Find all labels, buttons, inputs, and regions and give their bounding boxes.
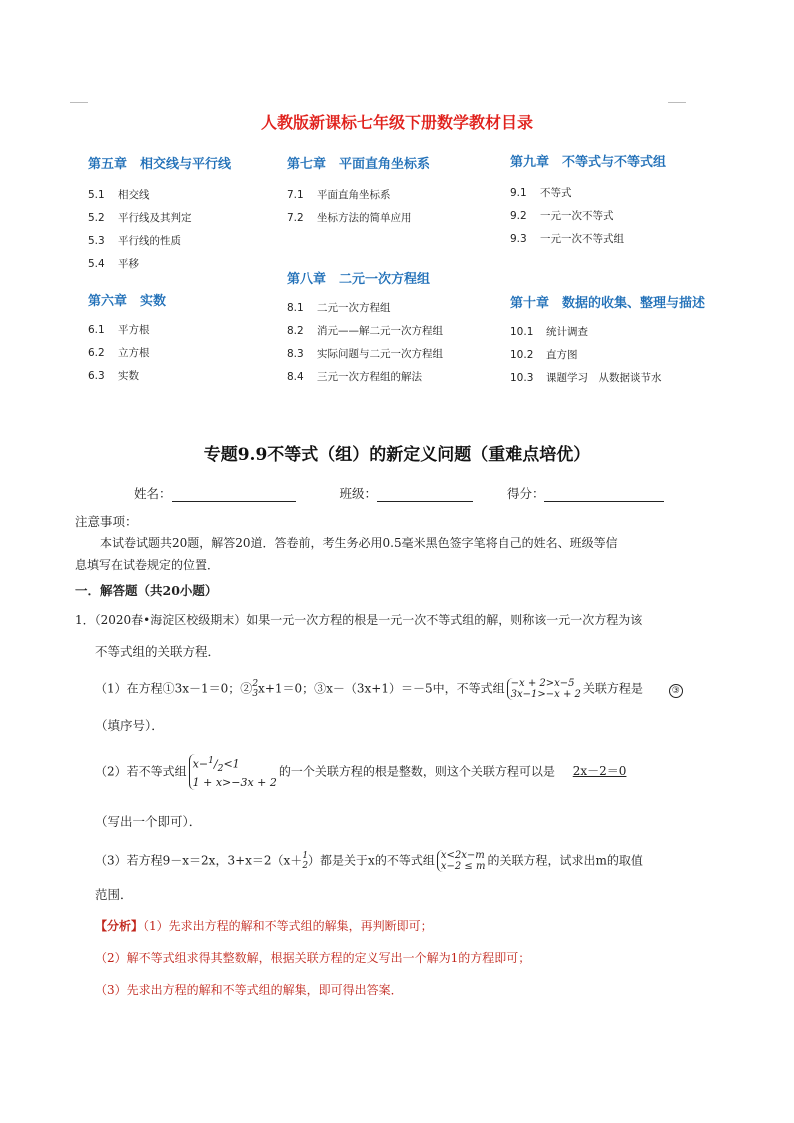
answer-2: 2x－2＝0	[572, 764, 627, 779]
toc-section: 10.2 直方图	[510, 349, 578, 361]
toc-section: 10.3 课题学习 从数据谈节水	[510, 372, 662, 384]
question-1-part-1: （1）在方程①3x－1＝0；②2 3x+1＝0；③x－（3x+1）＝－5中，不等式组 −x + 2>x−5 3x−1>−x + 2 关联方程是 ③	[95, 678, 683, 700]
toc-section: 9.2 一元一次不等式	[510, 210, 614, 222]
toc-section: 6.1 平方根	[88, 324, 150, 336]
analysis-tag: 【分析】	[95, 919, 144, 933]
analysis-line-2: （2）解不等式组求得其整数解，根据关联方程的定义写出一个解为1的方程即可；	[95, 951, 531, 965]
toc-section: 8.1 二元一次方程组	[287, 302, 391, 314]
toc-section: 10.1 统计调查	[510, 326, 588, 338]
analysis-line-3: （3）先求出方程的解和不等式组的解集，即可得出答案．	[95, 983, 403, 997]
question-1-part-1-tail: （填序号）．	[95, 718, 164, 733]
answer-1: ③	[647, 681, 683, 698]
analysis-line-1: 【分析】（1）先求出方程的解和不等式组的解集，再判断即可；	[95, 919, 433, 933]
toc-section: 5.3 平行线的性质	[88, 235, 181, 247]
toc-title: 人教版新课标七年级下册数学教材目录	[260, 113, 533, 132]
question-1-part-2-tail: （写出一个即可）．	[95, 814, 202, 829]
toc-section: 9.1 不等式	[510, 187, 572, 199]
chapter-title: 第七章 平面直角坐标系	[287, 157, 431, 172]
question-1-line-1: 1．（2020春•海淀区校级期末）如果一元一次方程的根是一元一次不等式组的解，则称该一元一次方程为该	[75, 613, 643, 627]
toc-section: 8.3 实际问题与二元一次方程组	[287, 348, 443, 360]
name-blank[interactable]	[172, 488, 296, 502]
toc-section: 9.3 一元一次不等式组	[510, 233, 624, 245]
toc-section: 5.1 相交线	[88, 189, 150, 201]
toc-section: 8.4 三元一次方程组的解法	[287, 371, 422, 383]
header-corner-mark-right	[668, 102, 686, 103]
chapter-title: 第八章 二元一次方程组	[287, 272, 431, 287]
notice-line-1: 本试卷试题共20题，解答20道．答卷前，考生务必用0.5毫米黑色签字笔将自己的姓名、班级等信	[100, 536, 618, 550]
chapter-title: 第六章 实数	[88, 294, 167, 309]
toc-section: 7.2 坐标方法的简单应用	[287, 212, 412, 224]
notice-line-2: 息填写在试卷规定的位置．	[75, 558, 220, 572]
notice-title: 注意事项：	[75, 514, 138, 529]
question-1-part-3: （3）若方程9－x＝2x，3+x＝2（x＋1 2）都是关于x的不等式组 x<2x−m x−2 ≤ m 的关联方程，试求出m的取值	[95, 850, 643, 872]
question-1-part-3-tail: 范围．	[95, 887, 133, 902]
toc-section: 5.4 平移	[88, 258, 139, 270]
inequality-system: $x-^1/_2<1$ 1 + x>−3x + 2	[189, 754, 277, 790]
inequality-system: −x + 2>x−5 3x−1>−x + 2	[507, 678, 581, 700]
chapter-title: 第九章 不等式与不等式组	[510, 155, 667, 170]
toc-column-1	[88, 153, 231, 388]
inequality-system: x<2x−m x−2 ≤ m	[437, 850, 486, 872]
toc-section: 8.2 消元——解二元一次方程组	[287, 325, 443, 337]
toc-section: 5.2 平行线及其判定	[88, 212, 192, 224]
question-1-part-2: （2）若不等式组$x-^1/_2<1$ 1 + x>−3x + 2的一个关联方程的根是整数，则这个关联方程可以是 2x－2＝0	[95, 754, 640, 790]
toc-section: 6.3 实数	[88, 370, 139, 382]
student-info-row	[134, 484, 664, 502]
name-label: 姓名：	[134, 486, 172, 501]
score-blank[interactable]	[544, 488, 664, 502]
header-corner-mark-left	[70, 102, 88, 103]
toc-section: 7.1 平面直角坐标系	[287, 189, 391, 201]
section-heading: 一．解答题（共20小题）	[75, 583, 218, 598]
class-blank[interactable]	[377, 488, 473, 502]
document-title: 专题9.9不等式（组）的新定义问题（重难点培优）	[203, 445, 591, 465]
toc-column-3	[510, 151, 705, 390]
class-label: 班级：	[339, 486, 377, 501]
chapter-title: 第十章 数据的收集、整理与描述	[510, 296, 706, 311]
chapter-title: 第五章 相交线与平行线	[88, 157, 232, 172]
question-1-line-2: 不等式组的关联方程．	[95, 644, 221, 659]
score-label: 得分：	[506, 486, 545, 501]
toc-column-2	[287, 153, 443, 389]
toc-section: 6.2 立方根	[88, 347, 150, 359]
